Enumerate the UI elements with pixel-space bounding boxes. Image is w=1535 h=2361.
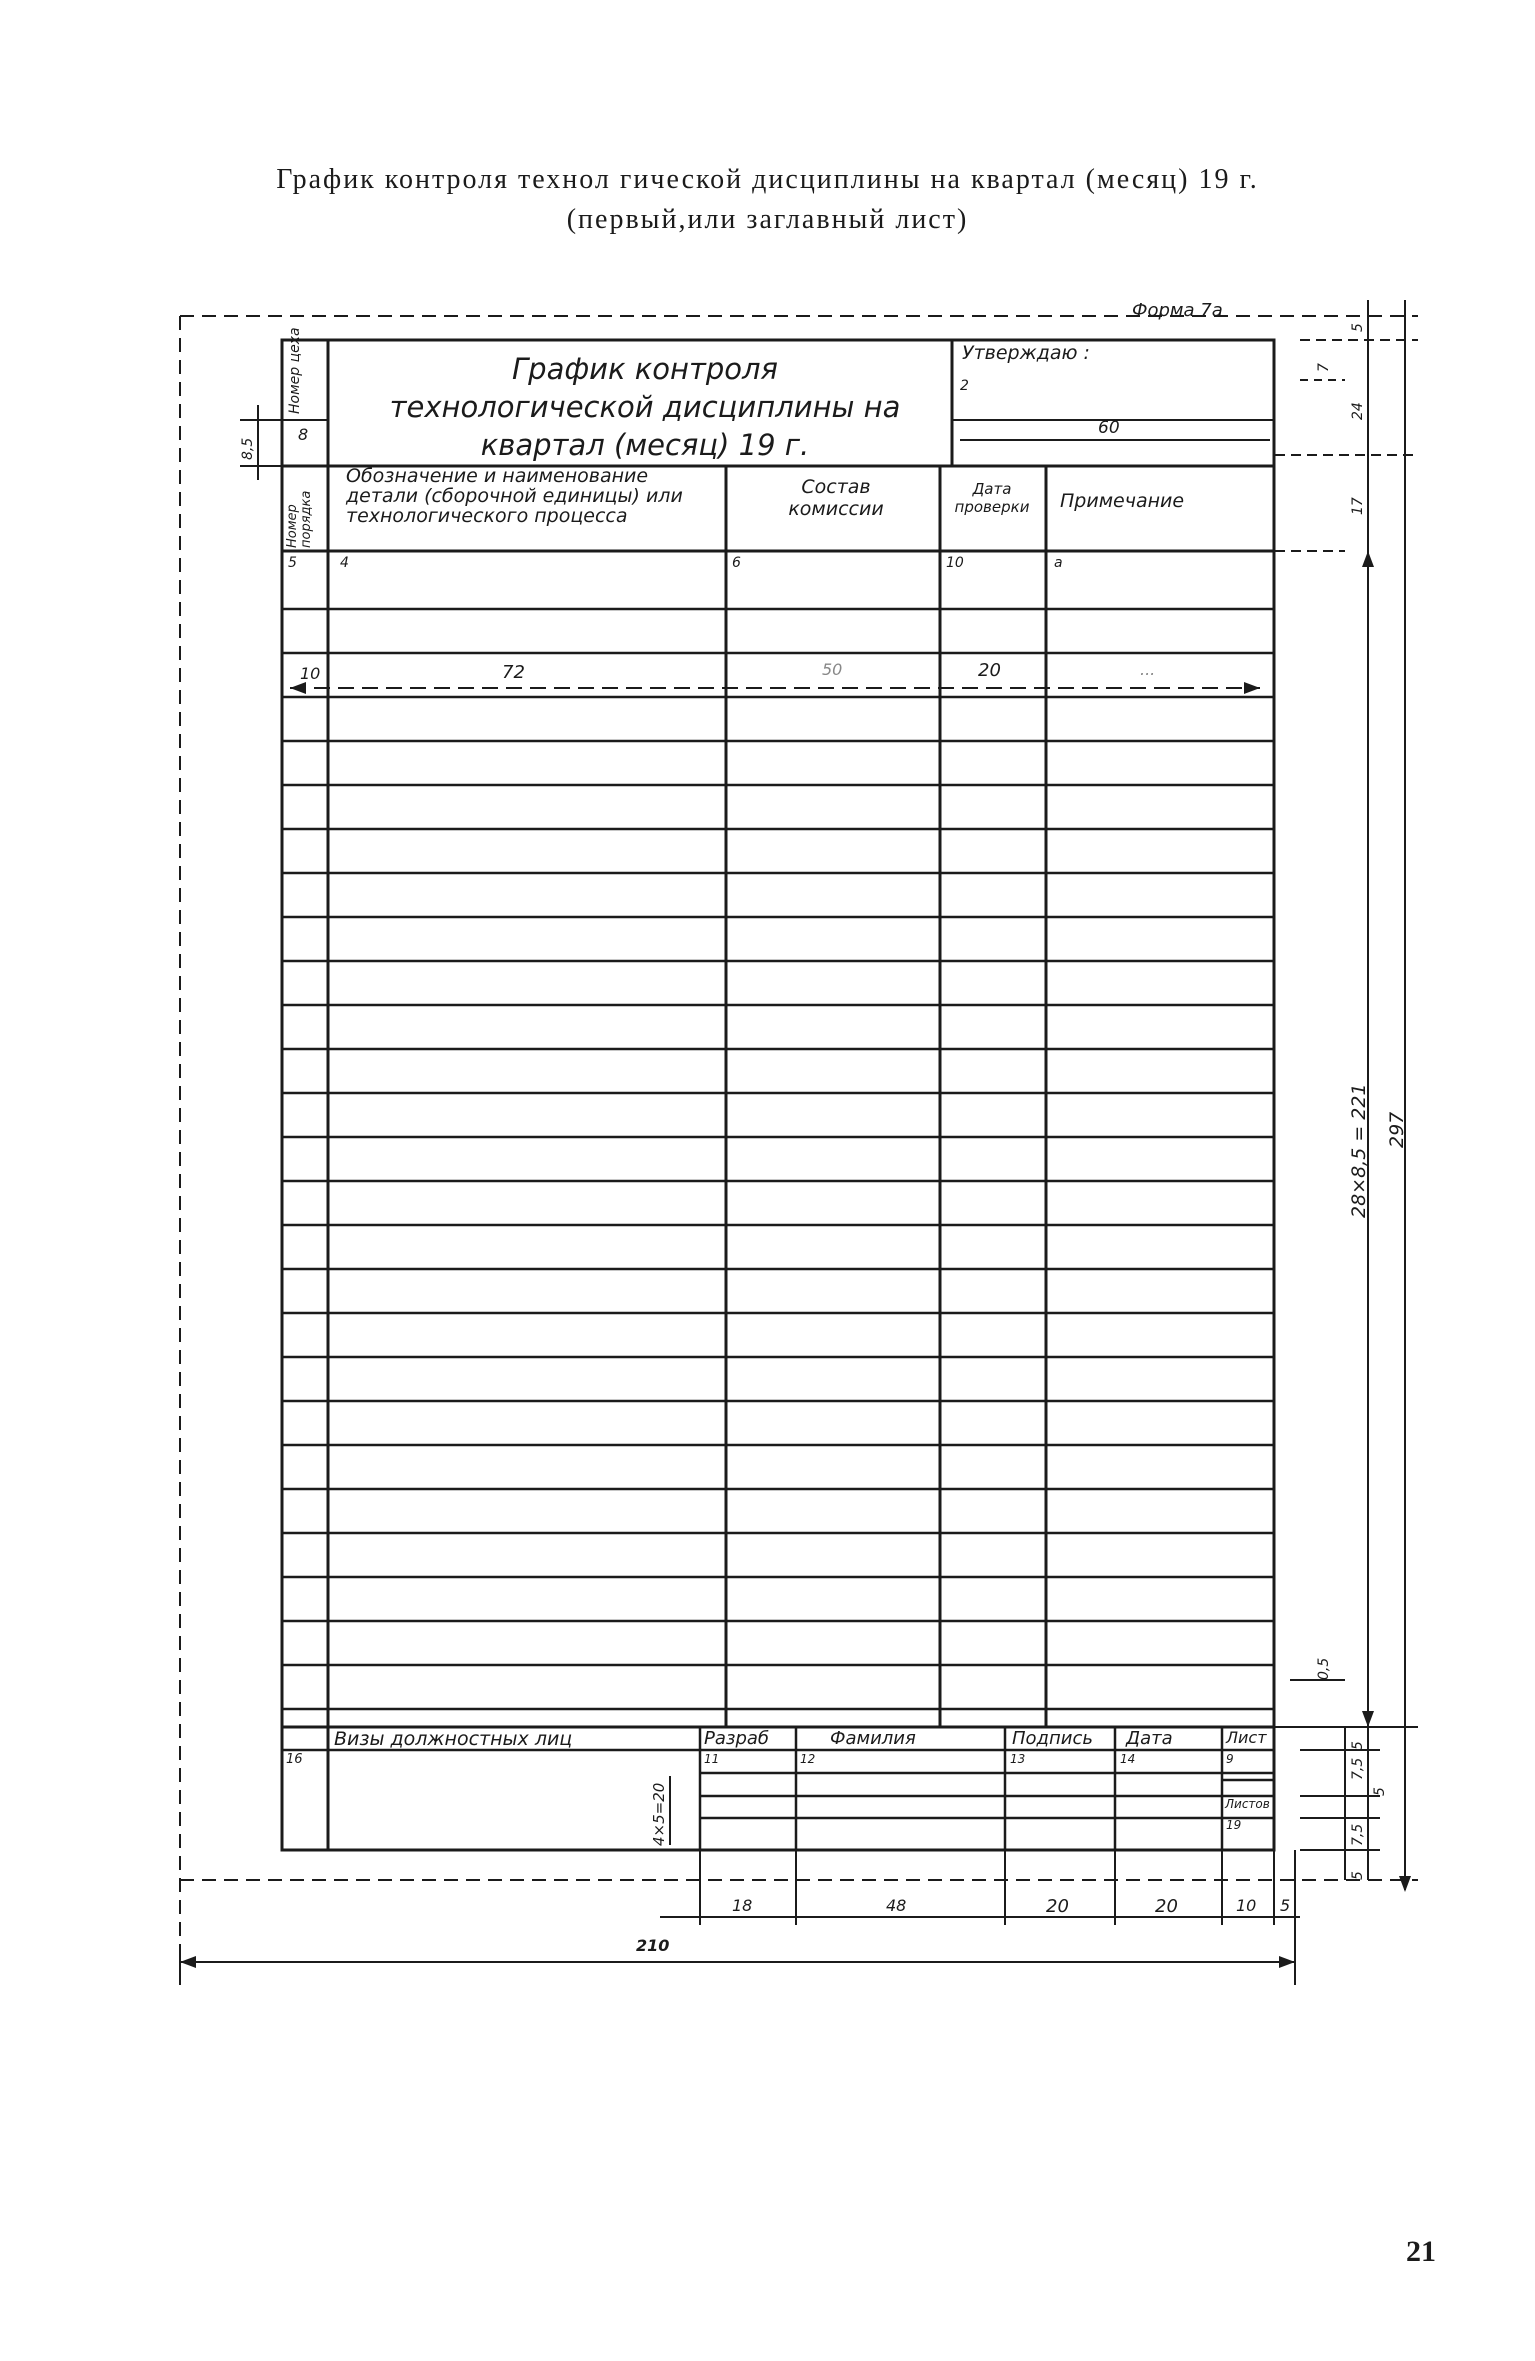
footer-col-4: Дата xyxy=(1126,1728,1173,1749)
dim-visas: 4×5=20 xyxy=(650,1782,668,1846)
dim-right-top-4: 17 xyxy=(1350,497,1366,515)
dim-inner-4: 20 xyxy=(978,660,1001,681)
dim-right-bottom-5: 7,5 xyxy=(1350,1823,1366,1846)
title-line-2: (первый,или заглавный лист) xyxy=(566,204,969,235)
visas-label: Визы должностных лиц xyxy=(334,1728,573,1750)
footer-col-5: Лист xyxy=(1226,1728,1267,1747)
footer-sheets-number: 19 xyxy=(1226,1818,1242,1832)
header-title-line-2: технологической дисциплины на xyxy=(389,390,901,424)
dim-bottom-6: 5 xyxy=(1280,1896,1291,1915)
col-note-label: Примечание xyxy=(1060,490,1185,512)
footer-col-1: Разраб xyxy=(704,1728,770,1749)
dim-inner-3: 50 xyxy=(822,660,843,679)
dim-right-bottom-2: 5 xyxy=(1350,1741,1366,1750)
dim-total-width: 210 xyxy=(636,1936,670,1955)
approve-label: Утверждаю : xyxy=(962,342,1090,364)
dim-inner-2: 72 xyxy=(502,662,525,683)
dim-bottom-5: 10 xyxy=(1236,1896,1257,1915)
dim-right-rows: 28×8,5 = 221 xyxy=(1348,1083,1370,1218)
col-date-label: Дата проверки xyxy=(954,480,1030,516)
footer-num-4: 14 xyxy=(1120,1752,1136,1766)
shop-cell-number: 8 xyxy=(298,425,309,444)
footer-num-5: 9 xyxy=(1226,1752,1234,1766)
col-commission-label: Состав комиссии xyxy=(788,476,884,520)
dim-60: 60 xyxy=(1098,418,1120,438)
dim-inner-1: 10 xyxy=(300,664,321,683)
col-num-2: 4 xyxy=(340,555,349,571)
dim-right-total: 297 xyxy=(1386,1111,1408,1148)
footer-col-2: Фамилия xyxy=(830,1728,916,1749)
header-title-line-1: График контроля xyxy=(512,352,778,386)
dim-bottom-1: 18 xyxy=(732,1896,753,1915)
form-label: Форма 7а xyxy=(1132,300,1223,321)
footer-num-1: 11 xyxy=(704,1752,720,1766)
shop-number-label: Номер цеха xyxy=(287,327,303,414)
dim-bottom-3: 20 xyxy=(1046,1896,1069,1917)
dim-right-top-2: 7 xyxy=(1316,363,1332,372)
approve-cell-number: 2 xyxy=(960,378,969,394)
footer-num-3: 13 xyxy=(1010,1752,1026,1766)
dim-bottom-2: 48 xyxy=(886,1896,907,1915)
dim-right-top-3: 24 xyxy=(1350,402,1366,420)
dim-inner-5: ... xyxy=(1140,660,1156,679)
col-order-label: Номер порядка xyxy=(285,490,314,548)
header-title-line-3: квартал (месяц) 19 г. xyxy=(480,428,810,462)
col-num-3: 6 xyxy=(732,555,741,571)
dim-left: 8,5 xyxy=(240,437,256,460)
col-num-5: a xyxy=(1054,555,1063,571)
dim-right-bottom-4: 5 xyxy=(1372,1787,1388,1796)
col-num-4: 10 xyxy=(946,555,964,571)
dim-bottom-4: 20 xyxy=(1155,1896,1178,1917)
title-line-1: График контроля технол гической дисциплины на квартал (месяц) 19 г. xyxy=(276,164,1259,195)
footer-num-2: 12 xyxy=(800,1752,816,1766)
col-num-1: 5 xyxy=(288,555,297,571)
col-designation-label: Обозначение и наименование детали (сборочной единицы) или технологического процесса xyxy=(346,465,683,527)
dim-right-bottom-3: 7,5 xyxy=(1350,1757,1366,1780)
header-title xyxy=(350,350,940,464)
dim-right-top-1: 5 xyxy=(1350,323,1366,332)
dim-right-bottom-6: 5 xyxy=(1350,1871,1366,1880)
footer-sheets-label: Листов xyxy=(1225,1797,1270,1811)
footer-col-3: Подпись xyxy=(1012,1728,1093,1749)
dim-right-bottom-1: 0,5 xyxy=(1316,1657,1332,1680)
visas-cell-number: 16 xyxy=(286,1752,303,1767)
page-number: 21 xyxy=(1406,2235,1436,2268)
